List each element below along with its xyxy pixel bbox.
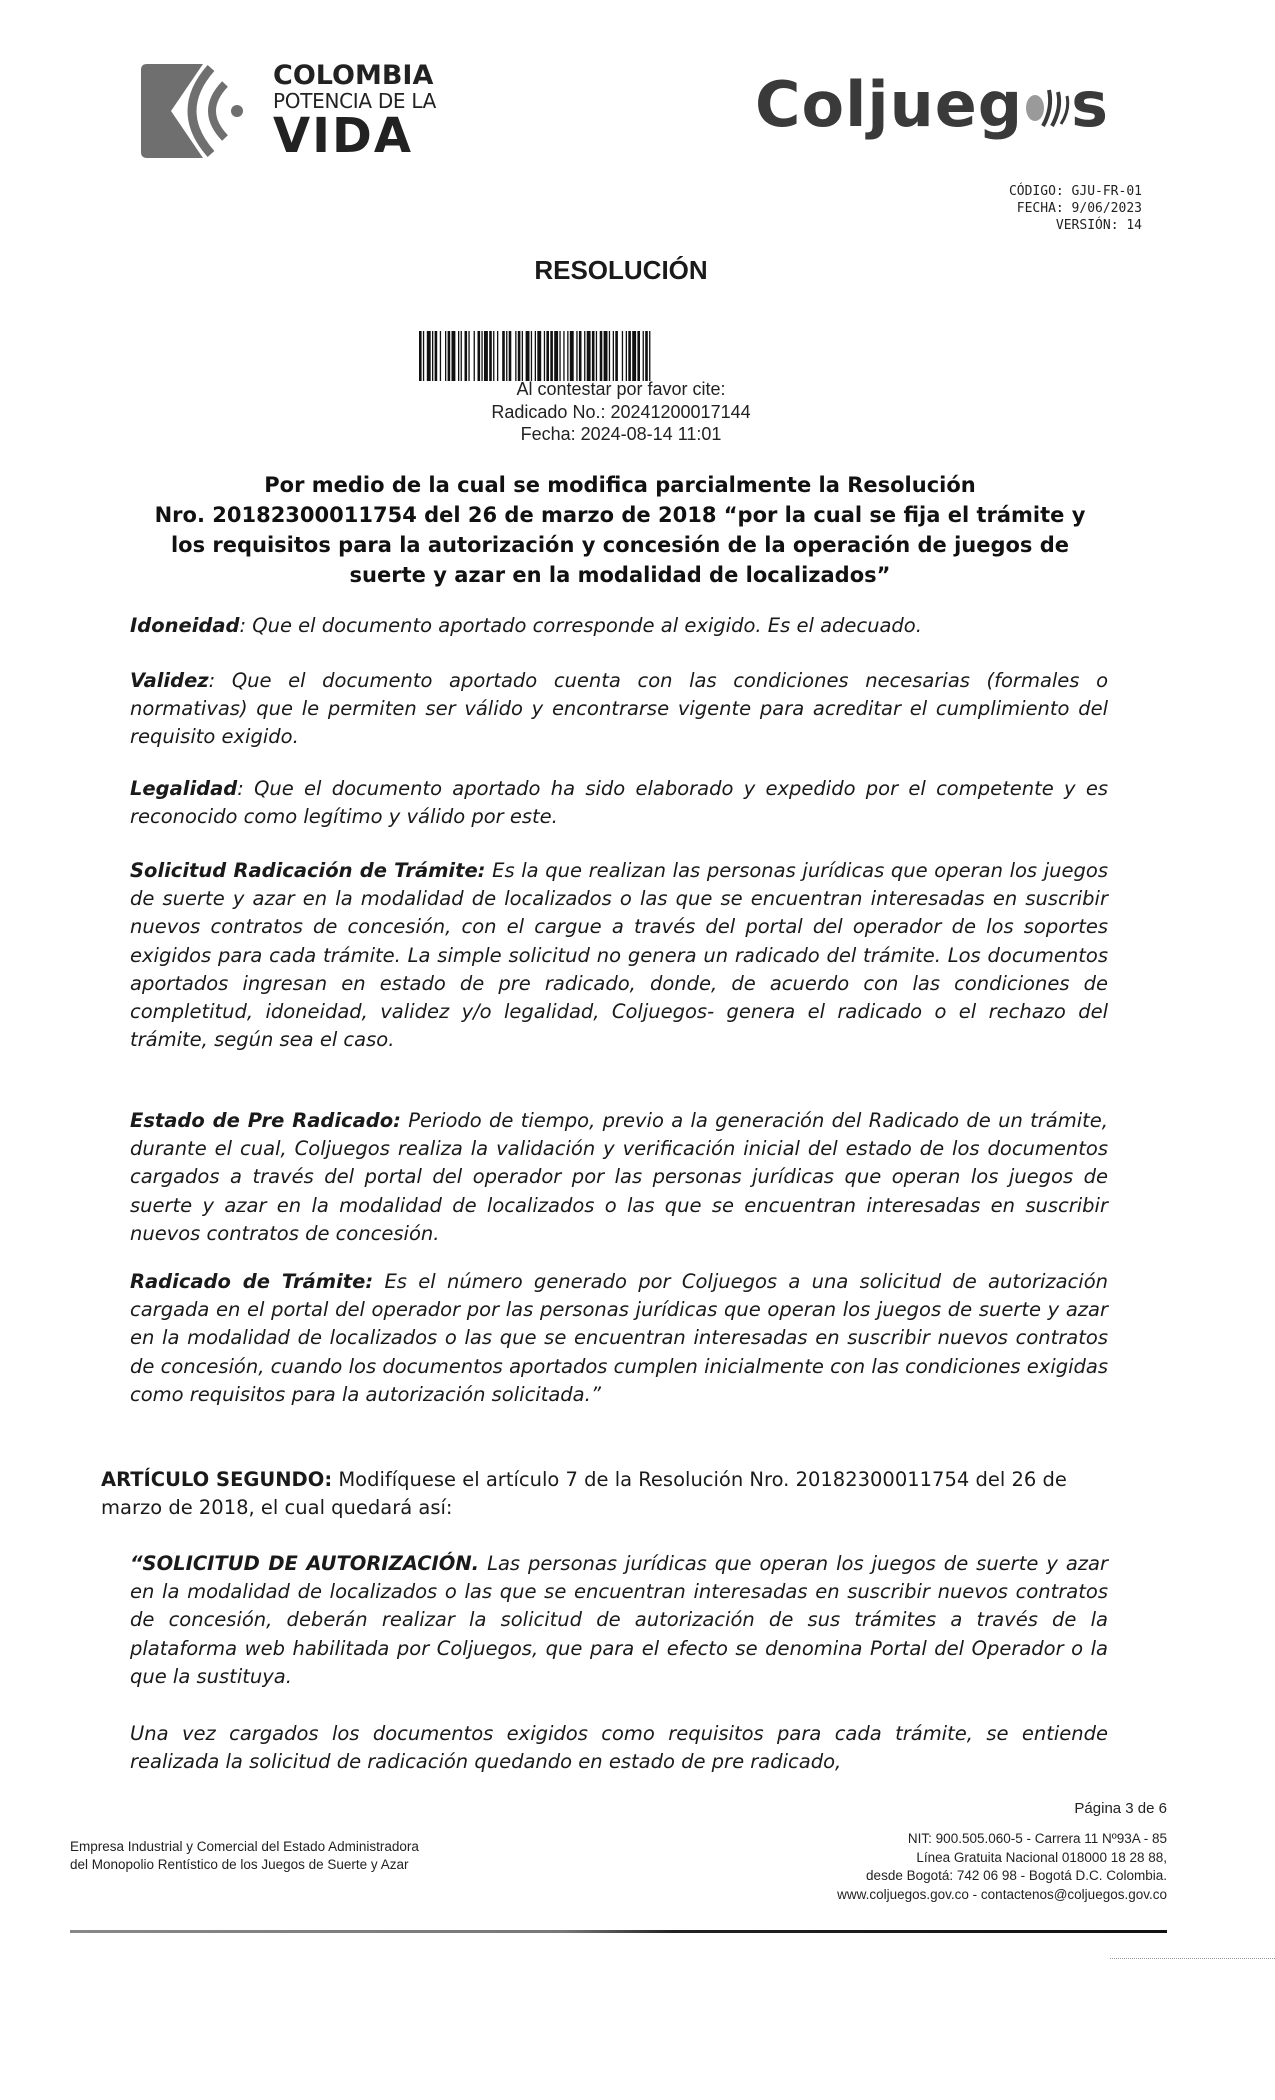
- barcode-bar: [637, 331, 640, 381]
- subject-line: los requisitos para la autorización y concesión de la operación de juegos de: [170, 533, 1070, 557]
- footer-address: NIT: 900.505.060-5 - Carrera 11 Nº93A - 85: [907, 1831, 1167, 1846]
- footer-web-email: www.coljuegos.gov.co - contactenos@coljuegos.gov.co: [837, 1886, 1167, 1902]
- barcode-bar: [609, 331, 610, 381]
- footer-entity-line: del Monopolio Rentístico de los Juegos de Suerte y Azar: [70, 1857, 409, 1872]
- definition-text: Es el número generado por Coljuegos a una solicitud de autorización cargada en el portal del operador por las personas jurídicas que operan los juegos de suerte y azar en la modalidad de localizados o las que se encuentran interesadas en suscribir nuevos contratos de concesión, cuando los documentos aportados cumplen inicialmente con las condiciones exigidas como requisitos para la autorización solicitada.”: [130, 1270, 1108, 1406]
- barcode-bar: [419, 331, 422, 381]
- barcode-bar: [435, 331, 438, 381]
- barcode-bar: [506, 331, 507, 381]
- barcode-bar: [615, 331, 618, 381]
- barcode-bar: [643, 331, 644, 381]
- barcode-bar: [550, 331, 553, 381]
- barcode-bar: [515, 331, 516, 381]
- quoted-solicitud-autorizacion: [130, 1550, 1108, 1691]
- barcode-bar: [632, 331, 636, 381]
- barcode-bar: [613, 331, 614, 381]
- colombia-potencia-de-la-vida-logo: [141, 62, 461, 162]
- barcode-bar: [440, 331, 441, 381]
- barcode-bar: [522, 331, 523, 381]
- subject-line: suerte y azar en la modalidad de localizados”: [349, 563, 891, 587]
- barcode-bar: [576, 331, 577, 381]
- definition-solicitud-radicacion: [130, 857, 1108, 1054]
- barcode-bar: [554, 331, 558, 381]
- barcode-bar: [649, 331, 650, 381]
- barcode-bar: [432, 331, 433, 381]
- coljuegos-swirl-icon: [1023, 86, 1071, 130]
- barcode-bar: [427, 331, 431, 381]
- barcode-bar: [497, 331, 498, 381]
- barcode-bar: [604, 331, 608, 381]
- subject-line: Nro. 20182300011754 del 26 de marzo de 2018 “por la cual se fija el trámite y: [154, 503, 1086, 527]
- barcode-bar: [563, 331, 564, 381]
- barcode-bar: [445, 331, 446, 381]
- footer-contact: [837, 1830, 1167, 1904]
- barcode-bar: [484, 331, 488, 381]
- definition-term: Radicado de Trámite:: [130, 1270, 374, 1293]
- barcode-bar: [600, 331, 603, 381]
- barcode-bar: [622, 331, 623, 381]
- definition-validez: Validez: Que el documento aportado cuenta con las condiciones necesarias (formales o normativas) que le permiten ser válido y encontrarse vigente para acreditar el cumplimiento del requisito exigido.: [130, 669, 1108, 749]
- barcode-bar: [596, 331, 597, 381]
- article-text: Modifíquese el artículo 7 de la Resolución Nro. 20182300011754 del 26 de marzo de 2018, el cual quedará así:: [101, 1468, 1067, 1520]
- barcode-bar: [645, 331, 648, 381]
- coljuegos-logo-text-end: s: [1071, 68, 1110, 141]
- footer-phone-national: Línea Gratuita Nacional 018000 18 28 88,: [916, 1849, 1167, 1865]
- barcode-icon: [419, 331, 821, 381]
- footer-entity-line: Empresa Industrial y Comercial del Estado Administradora: [70, 1839, 419, 1854]
- coljuegos-logo: [755, 70, 1135, 140]
- barcode-bar: [584, 331, 585, 381]
- footer-phone-bogota: desde Bogotá: 742 06 98 - Bogotá D.C. Colombia.: [866, 1868, 1167, 1883]
- definition-term: Idoneidad: [130, 614, 240, 637]
- definition-estado-pre-radicado: [130, 1107, 1108, 1248]
- barcode-bar: [526, 331, 530, 381]
- article-label: ARTÍCULO SEGUNDO:: [101, 1468, 333, 1491]
- barcode-bar: [546, 331, 549, 381]
- barcode-bar: [592, 331, 595, 381]
- barcode-bar: [570, 331, 574, 381]
- barcode-bar: [559, 331, 560, 381]
- barcode-bar: [567, 331, 568, 381]
- barcode-bar: [474, 331, 475, 381]
- subject-line: Por medio de la cual se modifica parcialmente la Resolución: [264, 473, 976, 497]
- definition-text: Que el documento aportado cuenta con las condiciones necesarias (formales o normativas) que le permiten ser válido y encontrarse vigente para acreditar el cumplimiento del requisito exigido.: [130, 669, 1108, 749]
- radicado-block: [0, 378, 1242, 446]
- codigo: CÓDIGO: GJU-FR-01: [1008, 184, 1142, 199]
- logo-line-potencia: POTENCIA DE LA: [273, 89, 436, 113]
- definition-legalidad: Legalidad: Que el documento aportado ha sido elaborado y expedido por el competente y es reconocido como legítimo y válido por este.: [130, 777, 1108, 829]
- definition-term: Solicitud Radicación de Trámite:: [130, 859, 486, 882]
- coljuegos-logo-text-start: Coljueg: [755, 68, 1024, 141]
- radicado-number: Radicado No.: 20241200017144: [491, 401, 751, 422]
- barcode-bar: [518, 331, 521, 381]
- barcode-bar: [544, 331, 545, 381]
- footer-entity: [70, 1838, 419, 1874]
- barcode-bar: [587, 331, 591, 381]
- barcode-bar: [461, 331, 462, 381]
- barcode-bar: [626, 331, 627, 381]
- barcode-bar: [509, 331, 512, 381]
- definition-text: Que el documento aportado ha sido elaborado y expedido por el competente y es reconocido como legítimo y válido por este.: [130, 777, 1108, 829]
- barcode-bar: [579, 331, 582, 381]
- cite-label: Al contestar por favor cite:: [516, 379, 726, 399]
- definition-text: Que el documento aportado corresponde al exigido. Es el adecuado.: [246, 614, 922, 637]
- barcode-bar: [452, 331, 456, 381]
- barcode-bar: [448, 331, 451, 381]
- article-two: [101, 1466, 1108, 1522]
- page-number: Página 3 de 6: [1074, 1800, 1167, 1817]
- definition-idoneidad: Idoneidad: Que el documento aportado corresponde al exigido. Es el adecuado.: [130, 614, 922, 637]
- version: VERSIÓN: 14: [1055, 218, 1142, 233]
- barcode-bar: [465, 331, 468, 381]
- quoted-text: Las personas jurídicas que operan los juegos de suerte y azar en la modalidad de localizados o las que se encuentran interesadas en suscribir nuevos contratos de concesión, deberán realizar la solicitud de autorización de sus trámites a través de la plataforma web habilitada por Coljuegos, que para el efecto se denomina Portal del Operador o la que la sustituya.: [130, 1552, 1108, 1688]
- fecha-formato: FECHA: 9/06/2023: [1016, 201, 1142, 216]
- barcode-bar: [489, 331, 492, 381]
- barcode-bar: [537, 331, 541, 381]
- colombia-emblem-icon: [141, 64, 245, 158]
- definition-radicado-tramite: [130, 1268, 1108, 1409]
- barcode-bar: [478, 331, 481, 381]
- definition-term: Estado de Pre Radicado:: [130, 1109, 401, 1132]
- radicado-date: Fecha: 2024-08-14 11:01: [520, 424, 722, 444]
- barcode-bar: [493, 331, 494, 381]
- barcode-bar: [535, 331, 536, 381]
- definition-text: Es la que realizan las personas jurídicas que operan los juegos de suerte y azar en la modalidad de localizados o las que se encuentran interesadas en suscribir nuevos contratos de concesión, con el cargue a través del portal del operador de los soportes exigidos para cada trámite. La simple solicitud no genera un radicado del trámite. Los documentos aportados ingresan en estado de pre radicado, donde, de acuerdo con las condiciones de completitud, idoneidad, validez y/o legalidad, Coljuegos- genera el radicado o el rechazo del trámite, según sea el caso.: [130, 859, 1108, 1052]
- quoted-term: “SOLICITUD DE AUTORIZACIÓN.: [130, 1552, 480, 1575]
- quoted-text: Una vez cargados los documentos exigidos como requisitos para cada trámite, se entiende realizada la solicitud de radicación quedando en estado de pre radicado,: [130, 1722, 1108, 1774]
- definition-term: Validez: [130, 669, 209, 692]
- barcode-bar: [502, 331, 505, 381]
- logo-line-colombia: COLOMBIA: [273, 60, 434, 91]
- document-control-block: [1009, 183, 1142, 234]
- logo-line-vida: VIDA: [273, 108, 413, 164]
- barcode-bar: [628, 331, 631, 381]
- quoted-continuation: [130, 1720, 1108, 1776]
- barcode-bar: [531, 331, 532, 381]
- barcode-bar: [481, 331, 482, 381]
- document-type-title: RESOLUCIÓN: [534, 255, 708, 285]
- barcode-bar: [458, 331, 459, 381]
- barcode-bar: [423, 331, 424, 381]
- definition-text: Periodo de tiempo, previo a la generación del Radicado de un trámite, durante el cual, Coljuegos realiza la validación y verificación inicial del estado de los documentos cargados a través del portal del operador por las personas jurídicas que operan los juegos de suerte y azar en la modalidad de localizados o las que se encuentran interesadas en suscribir nuevos contratos de concesión.: [130, 1109, 1108, 1245]
- definition-term: Legalidad: [130, 777, 238, 800]
- footer-divider: [70, 1930, 1167, 1933]
- barcode-bar: [468, 331, 469, 381]
- resolution-subject: [100, 470, 1140, 590]
- scan-artifact: [1110, 1958, 1275, 1960]
